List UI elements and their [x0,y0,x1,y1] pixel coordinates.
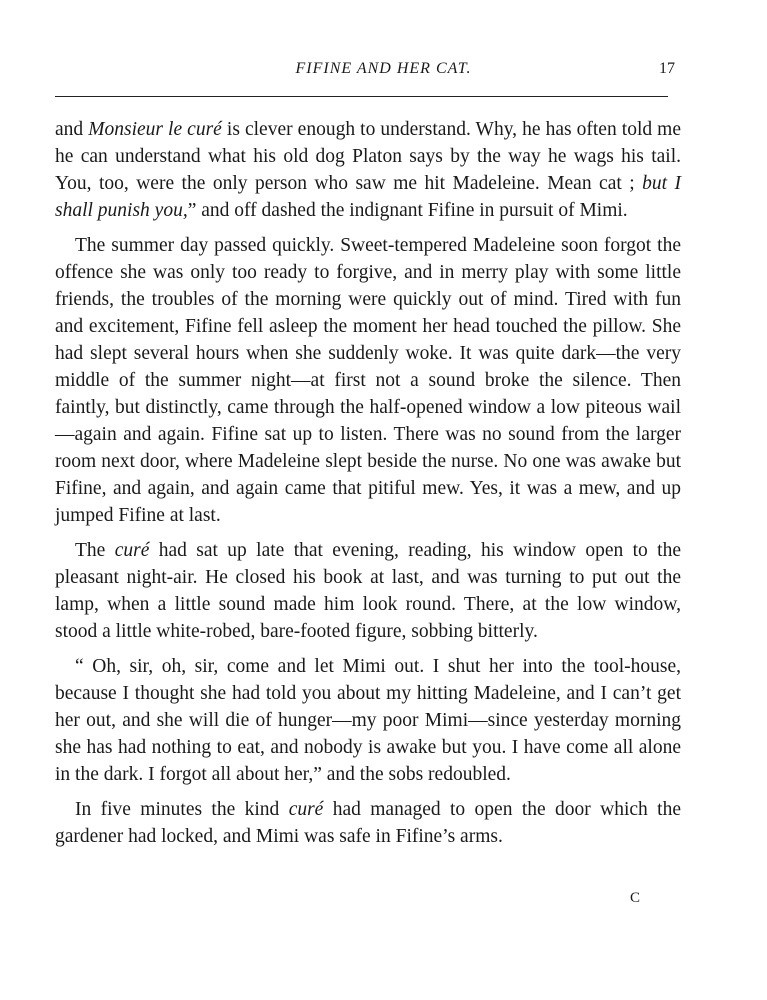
paragraph [55,232,681,529]
italic-text: but I shall punish you, [55,173,681,221]
signature-mark: C [630,890,641,906]
text-segment: The [75,540,115,561]
text-segment: had managed to open the door which the gardener had locked, and Mimi was safe in Fifine’s arms. [55,799,681,847]
text-segment: In five minutes the kind [75,799,289,820]
italic-text: curé [288,799,324,820]
text-segment: is clever enough to understand. Why, he has often told me he can understand what his old dog Platon says by the way he wags his tail. You, too, were the only person who saw me hit Madeleine. Mean cat ; [55,119,682,194]
paragraph [55,116,681,224]
page-number: 17 [659,60,675,77]
running-title: FIFINE AND HER CAT. [295,60,472,77]
italic-text: Monsieur le curé [88,119,222,140]
page-header [0,60,767,88]
body-text [55,116,681,858]
text-segment: and [55,119,89,140]
paragraph [55,537,681,645]
paragraph [55,653,681,788]
text-segment: The summer day passed quickly. Sweet-tempered Madeleine soon forgot the offence she was only too ready to forgive, and in merry play with some little friends, the troubles of the morning were quickly out of mind. Tired with fun and excitement, Fifine fell asleep the moment her head touched the pillow. She had slept several hours when she suddenly woke. It was quite dark—the very middle of the summer night—at first not a sound broke the silence. Then faintly, but distinctly, came through the half-opened window a low piteous wail—again and again. Fifine sat up to listen. There was no sound from the larger room next door, where Madeleine slept beside the nurse. No one was awake but Fifine, and again, and again came that pitiful mew. Yes, it was a mew, and up jumped Fifine at last. [55,235,681,526]
text-segment: ” and off dashed the indignant Fifine in pursuit of Mimi. [187,200,628,221]
header-rule [55,96,668,97]
text-segment: had sat up late that evening, reading, his window open to the pleasant night-air. He closed his book at last, and was turning to put out the lamp, when a little sound made him look round. There, at the low window, stood a little white-robed, bare-footed figure, sobbing bitterly. [55,540,681,642]
paragraph [55,796,681,850]
text-segment: “ Oh, sir, oh, sir, come and let Mimi out. I shut her into the tool-house, because I thought she had told you about my hitting Madeleine, and I can’t get her out, and she will die of hunger—my poor Mimi—since yesterday morning she has had nothing to eat, and nobody is awake but you. I have come all alone in the dark. I forgot all about her,” and the sobs redoubled. [55,656,681,785]
italic-text: curé [114,540,150,561]
